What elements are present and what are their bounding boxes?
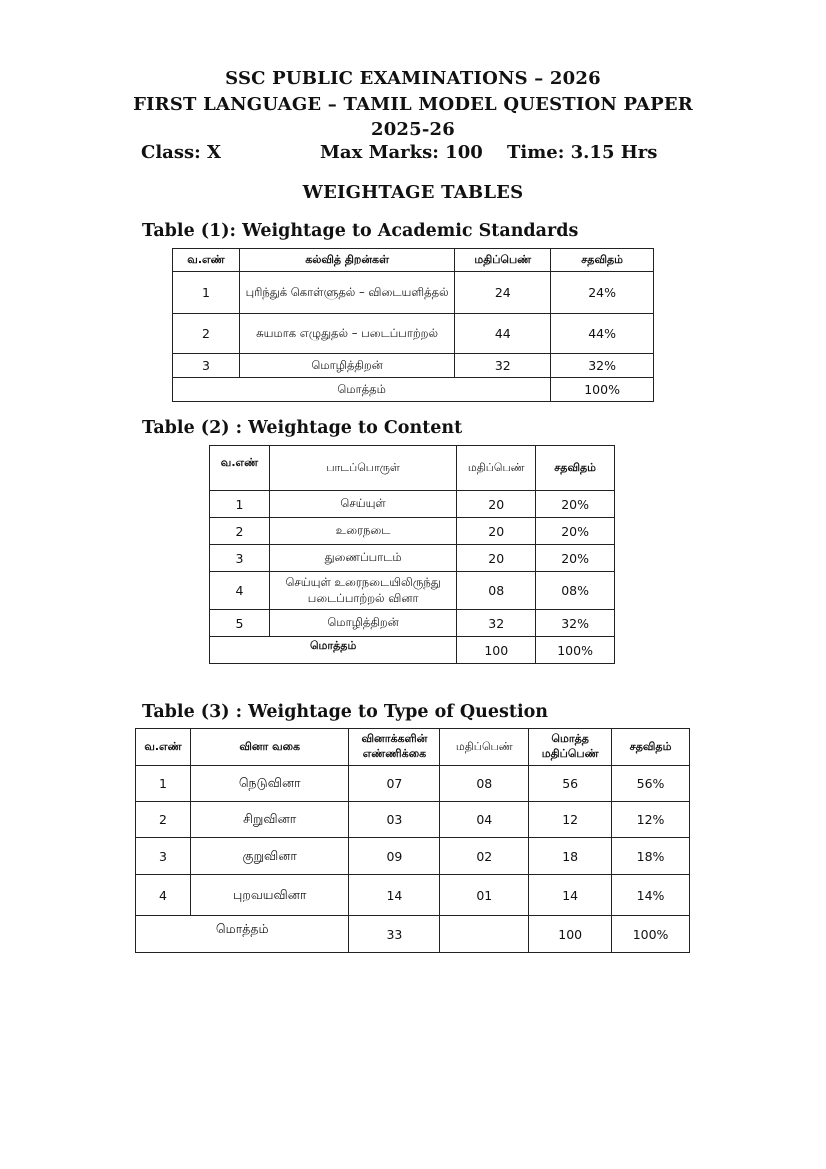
cell-marks: 44 bbox=[455, 314, 551, 354]
table-row bbox=[210, 491, 615, 518]
cell-marks: 24 bbox=[455, 272, 551, 314]
cell-percent: 24% bbox=[551, 272, 654, 314]
cell-sno: 4 bbox=[210, 572, 270, 610]
academic-year: 2025-26 bbox=[370, 119, 456, 140]
table-row bbox=[136, 875, 690, 916]
total-label: மொத்தம் bbox=[136, 916, 349, 953]
cell-type: குறுவினா bbox=[190, 838, 349, 875]
table-row bbox=[210, 518, 615, 545]
cell-marks: 32 bbox=[457, 610, 536, 637]
total-marks: 100 bbox=[529, 916, 612, 953]
exam-title: SSC PUBLIC EXAMINATIONS – 2026 bbox=[225, 68, 601, 89]
cell-percent: 14% bbox=[612, 875, 690, 916]
question-type-table bbox=[135, 728, 690, 953]
cell-content: உரைநடை bbox=[269, 518, 456, 545]
total-percent: 100% bbox=[612, 916, 690, 953]
total-row bbox=[136, 916, 690, 953]
cell-sno: 3 bbox=[136, 838, 191, 875]
cell-skill: மொழித்திறன் bbox=[239, 354, 454, 378]
col-header-sno: வ.எண் bbox=[173, 249, 240, 272]
col-header-marks: மதிப்பெண் bbox=[455, 249, 551, 272]
cell-type: புறவயவினா bbox=[190, 875, 349, 916]
cell-count: 09 bbox=[349, 838, 440, 875]
table1-title: Table (1): Weightage to Academic Standards bbox=[142, 221, 579, 241]
table-header-row bbox=[136, 729, 690, 766]
table2-title: Table (2) : Weightage to Content bbox=[142, 418, 463, 438]
col-header-percent: சதவிதம் bbox=[551, 249, 654, 272]
table-row bbox=[136, 766, 690, 802]
cell-content: துணைப்பாடம் bbox=[269, 545, 456, 572]
cell-marks: 04 bbox=[440, 802, 529, 838]
cell-sno: 5 bbox=[210, 610, 270, 637]
cell-marks: 01 bbox=[440, 875, 529, 916]
col-header-content: பாடப்பொருள் bbox=[269, 446, 456, 491]
total-count: 33 bbox=[349, 916, 440, 953]
cell-percent: 12% bbox=[612, 802, 690, 838]
cell-content: செய்யுள் bbox=[269, 491, 456, 518]
total-marks: 100 bbox=[457, 637, 536, 664]
table-header-row bbox=[173, 249, 654, 272]
total-percent: 100% bbox=[536, 637, 615, 664]
table-row bbox=[210, 572, 615, 610]
cell-total-marks: 56 bbox=[529, 766, 612, 802]
cell-type: சிறுவினா bbox=[190, 802, 349, 838]
cell-sno: 3 bbox=[210, 545, 270, 572]
cell-percent: 20% bbox=[536, 491, 615, 518]
table-row bbox=[136, 802, 690, 838]
cell-marks: 20 bbox=[457, 491, 536, 518]
cell-sno: 1 bbox=[173, 272, 240, 314]
cell-percent: 32% bbox=[551, 354, 654, 378]
cell-sno: 3 bbox=[173, 354, 240, 378]
cell-marks: 20 bbox=[457, 545, 536, 572]
col-header-type: வினா வகை bbox=[190, 729, 349, 766]
total-percent: 100% bbox=[551, 378, 654, 402]
col-header-percent: சதவிதம் bbox=[612, 729, 690, 766]
table-header-row bbox=[210, 446, 615, 491]
cell-sno: 2 bbox=[173, 314, 240, 354]
cell-percent: 08% bbox=[536, 572, 615, 610]
table-row bbox=[136, 838, 690, 875]
total-marks-empty bbox=[440, 916, 529, 953]
cell-type: நெடுவினா bbox=[190, 766, 349, 802]
cell-marks: 20 bbox=[457, 518, 536, 545]
cell-content: செய்யுள் உரைநடையிலிருந்து படைப்பாற்றல் வினா bbox=[269, 572, 456, 610]
cell-sno: 2 bbox=[136, 802, 191, 838]
cell-skill: சுயமாக எழுதுதல் – படைப்பாற்றல் bbox=[239, 314, 454, 354]
table-row bbox=[173, 272, 654, 314]
cell-marks: 08 bbox=[440, 766, 529, 802]
cell-count: 07 bbox=[349, 766, 440, 802]
cell-count: 03 bbox=[349, 802, 440, 838]
col-header-marks: மதிப்பெண் bbox=[457, 446, 536, 491]
col-header-total-marks: மொத்த மதிப்பெண் bbox=[529, 729, 612, 766]
col-header-sno: வ.எண் bbox=[136, 729, 191, 766]
cell-percent: 32% bbox=[536, 610, 615, 637]
cell-percent: 18% bbox=[612, 838, 690, 875]
table3-title: Table (3) : Weightage to Type of Question bbox=[142, 702, 548, 722]
cell-percent: 56% bbox=[612, 766, 690, 802]
table-row bbox=[173, 354, 654, 378]
max-marks-label: Max Marks: 100 bbox=[320, 142, 483, 163]
cell-total-marks: 12 bbox=[529, 802, 612, 838]
class-label: Class: X bbox=[141, 142, 221, 163]
cell-marks: 02 bbox=[440, 838, 529, 875]
cell-percent: 20% bbox=[536, 545, 615, 572]
academic-standards-table bbox=[172, 248, 654, 402]
cell-sno: 4 bbox=[136, 875, 191, 916]
col-header-skills: கல்வித் திறன்கள் bbox=[239, 249, 454, 272]
cell-percent: 20% bbox=[536, 518, 615, 545]
cell-percent: 44% bbox=[551, 314, 654, 354]
col-header-percent: சதவிதம் bbox=[536, 446, 615, 491]
cell-sno: 1 bbox=[136, 766, 191, 802]
cell-total-marks: 18 bbox=[529, 838, 612, 875]
table-row bbox=[210, 545, 615, 572]
table-row bbox=[210, 610, 615, 637]
cell-marks: 32 bbox=[455, 354, 551, 378]
col-header-marks: மதிப்பெண் bbox=[440, 729, 529, 766]
total-row bbox=[210, 637, 615, 664]
time-label: Time: 3.15 Hrs bbox=[507, 142, 658, 163]
content-weightage-table bbox=[209, 445, 615, 664]
cell-content: மொழித்திறன் bbox=[269, 610, 456, 637]
cell-marks: 08 bbox=[457, 572, 536, 610]
cell-sno: 2 bbox=[210, 518, 270, 545]
weightage-heading: WEIGHTAGE TABLES bbox=[302, 182, 524, 203]
paper-title: FIRST LANGUAGE – TAMIL MODEL QUESTION PAPER bbox=[133, 94, 693, 115]
cell-sno: 1 bbox=[210, 491, 270, 518]
total-label: மொத்தம் bbox=[210, 637, 457, 664]
col-header-count: வினாக்களின் எண்ணிக்கை bbox=[349, 729, 440, 766]
total-label: மொத்தம் bbox=[173, 378, 551, 402]
cell-skill: புரிந்துக் கொள்ளுதல் – விடையளித்தல் bbox=[239, 272, 454, 314]
col-header-sno: வ.எண் bbox=[210, 446, 270, 491]
cell-total-marks: 14 bbox=[529, 875, 612, 916]
table-row bbox=[173, 314, 654, 354]
total-row bbox=[173, 378, 654, 402]
cell-count: 14 bbox=[349, 875, 440, 916]
